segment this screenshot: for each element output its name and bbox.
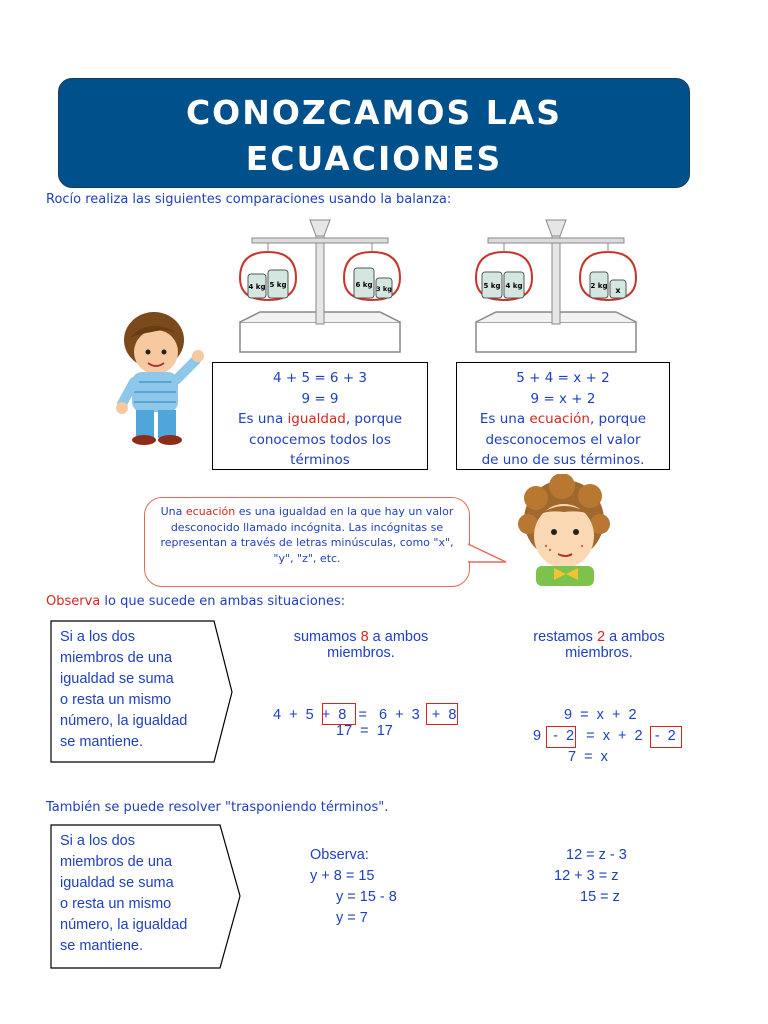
ecuacion-explanation-line2: desconocemos el valor xyxy=(485,431,641,448)
subtract-equation-3-clip xyxy=(540,749,690,763)
example-1-line4: y = 7 xyxy=(336,910,368,926)
weight-5kg-label: 5 kg xyxy=(483,282,501,290)
sum-caption: sumamos 8 a ambos miembros. xyxy=(293,629,429,661)
balance-scale-right xyxy=(468,216,644,360)
title-banner xyxy=(58,78,690,188)
weight-4kg-label: 4 kg xyxy=(248,283,266,291)
weight-4kg-label: 4 kg xyxy=(505,282,523,290)
subtract-equation-3: 7 = x xyxy=(568,749,608,763)
example-2-line3: 15 = z xyxy=(580,889,620,905)
speech-bubble-tail xyxy=(466,540,508,570)
igualdad-explanation-line3: términos xyxy=(290,452,350,468)
balance-scale-left xyxy=(232,216,408,360)
ecuacion-simplified: 9 = x + 2 xyxy=(530,390,596,407)
weight-6kg-label: 6 kg xyxy=(355,281,373,289)
highlight-box-plus-8-left xyxy=(322,703,356,725)
igualdad-explanation-line2: conocemos todos los xyxy=(249,431,391,448)
example-2-line1: 12 = z - 3 xyxy=(566,847,627,863)
example-1-line3: y = 15 - 8 xyxy=(336,889,397,905)
example-2-line2: 12 + 3 = z xyxy=(554,868,619,884)
boy-pointing-illustration xyxy=(108,308,208,448)
igualdad-result: 9 = 9 xyxy=(301,390,339,407)
example-1 xyxy=(310,845,397,929)
ecuacion-explanation-line3: de uno de sus términos. xyxy=(481,452,645,468)
example-1-line1: Observa: xyxy=(310,847,369,863)
curly-haired-child-illustration xyxy=(514,474,614,586)
trasponiendo-heading: También se puede resolver "trasponiendo términos". xyxy=(46,800,389,815)
highlight-box-minus-2-left xyxy=(546,726,576,748)
page-title-line1: CONOZCAMOS LAS xyxy=(185,93,563,132)
rule-box-1-text: Si a los dos miembros de una igualdad se suma o resta un mismo número, la igualdad se mantiene. xyxy=(60,629,188,750)
highlight-box-plus-8-right xyxy=(426,703,458,725)
weight-x-label: x xyxy=(615,286,621,295)
definition-speech-bubble: Una ecuación es una igualdad en la que hay un valor desconocido llamado incógnita. Las incógnitas se representan a través de letras minúsculas, como "x", "y", "z", etc. xyxy=(144,497,470,587)
example-2 xyxy=(554,845,627,908)
igualdad-explanation-line1: Es una igualdad, porque xyxy=(238,411,402,427)
sum-equation-2: 17 = 17 xyxy=(336,723,393,739)
weight-2kg-label: 2 kg xyxy=(590,282,608,290)
intro-text: Rocío realiza las siguientes comparaciones usando la balanza: xyxy=(46,192,452,207)
igualdad-box xyxy=(212,362,428,470)
subtract-equation-2: 9 - 2 = x + 2 - 2 xyxy=(533,728,676,744)
weight-3kg-label: 3 kg xyxy=(376,285,392,293)
highlight-box-minus-2-right xyxy=(650,726,682,748)
rule-box-2-text: Si a los dos miembros de una igualdad se suma o resta un mismo número, la igualdad se mantiene. xyxy=(60,833,188,954)
ecuacion-box xyxy=(456,362,670,470)
observa-heading: Observa lo que sucede en ambas situaciones: xyxy=(46,594,346,609)
subtract-caption: restamos 2 a ambos miembros. xyxy=(533,629,665,661)
ecuacion-explanation-line1: Es una ecuación, porque xyxy=(479,411,647,427)
igualdad-equation: 4 + 5 = 6 + 3 xyxy=(272,370,368,386)
ecuacion-equation: 5 + 4 = x + 2 xyxy=(516,370,610,386)
weight-5kg-label: 5 kg xyxy=(269,281,287,289)
subtract-equation-1: 9 = x + 2 xyxy=(564,707,637,723)
example-1-line2: y + 8 = 15 xyxy=(310,868,375,884)
sum-equation-1: 4 + 5 + 8 = 6 + 3 + 8 xyxy=(273,707,457,723)
page-title-line2: ECUACIONES xyxy=(245,139,503,178)
